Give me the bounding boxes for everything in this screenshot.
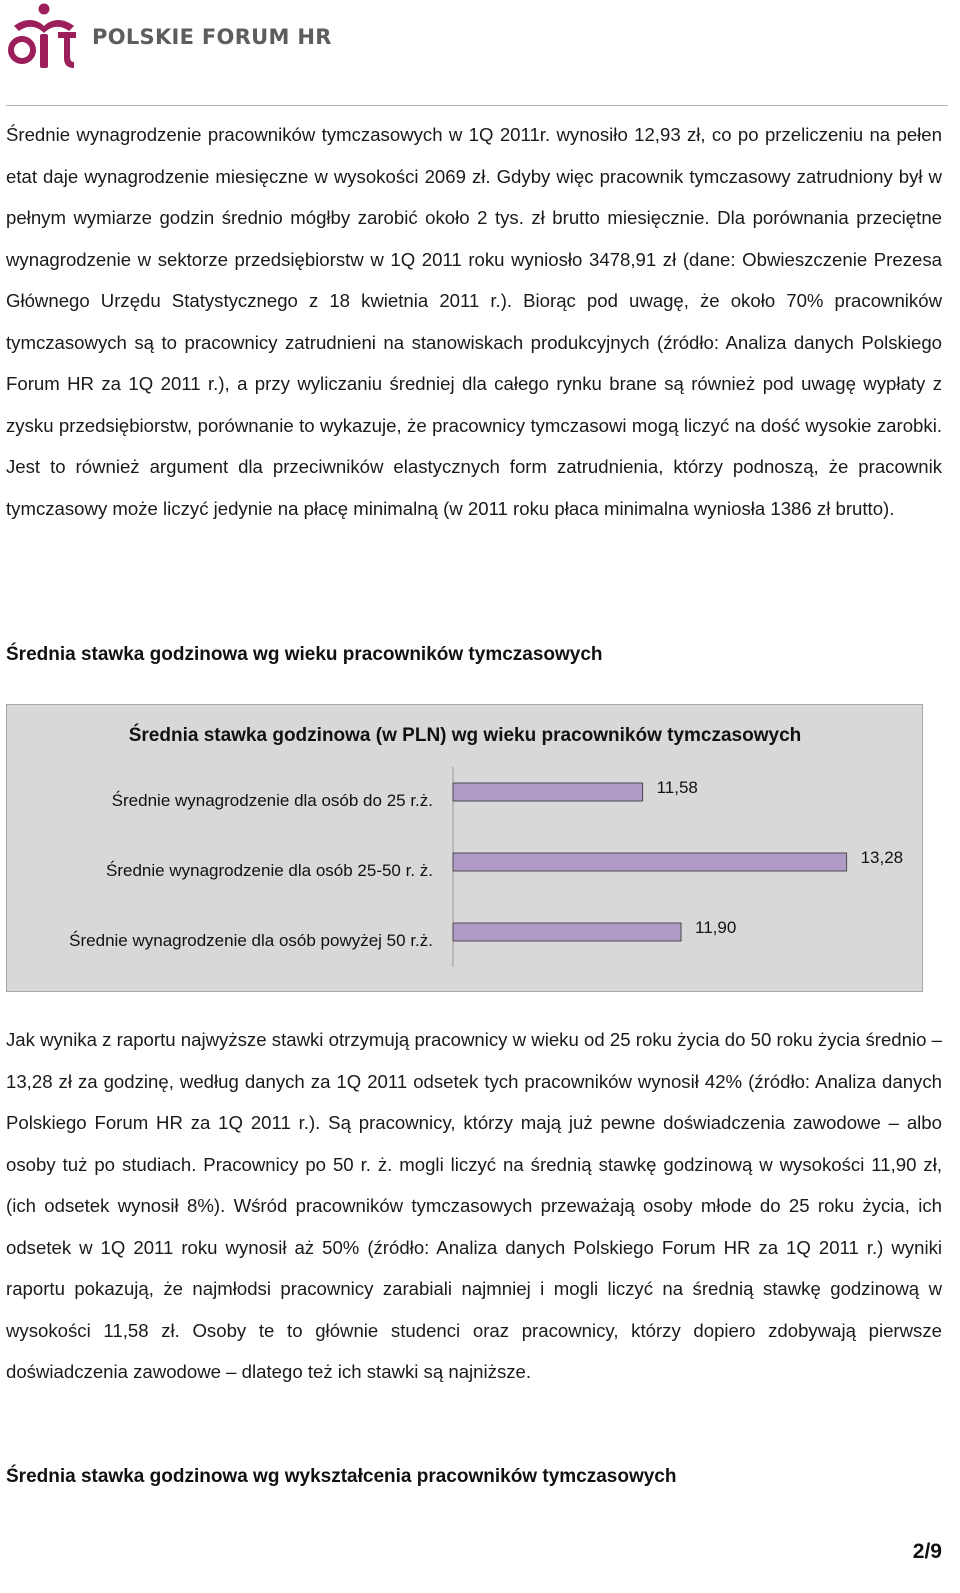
data-label: 13,28	[860, 848, 904, 867]
logo-text: POLSKIE FORUM HR	[92, 25, 332, 49]
chart-title: Średnia stawka godzinowa (w PLN) wg wieku pracowników tymczasowych	[128, 725, 802, 746]
polskie-forum-hr-logo-icon	[6, 2, 82, 72]
section-title-education: Średnia stawka godzinowa wg wykształcenia pracowników tymczasowych	[6, 1466, 677, 1487]
body-paragraph-1: Średnie wynagrodzenie pracowników tymczasowych w 1Q 2011r. wynosiło 12,93 zł, co po przeliczeniu na pełen etat daje wynagrodzenie miesięczne w wysokości 2069 zł. Gdyby więc pracownik tymczasowy zatrudniony był w pełnym wymiarze godzin średnio mógłby zarobić około 2 tys. zł brutto miesięcznie. Dla porównania przeciętne wynagrodzenie w sektorze przedsiębiorstw w 1Q 2011 roku wyniosło 3478,91 zł (dane: Obwieszczenie Prezesa Głównego Urzędu Statystycznego z 18 kwietnia 2011 r.). Biorąc pod uwagę, że około 70% pracowników tymczasowych są to pracownicy zatrudnieni na stanowiskach produkcyjnych (źródło: Analiza danych Polskiego Forum HR za 1Q 2011 r.), a przy wyliczaniu średniej dla całego rynku brane są również pod uwagę wypłaty z zysku przedsiębiorstw, porównanie to wykazuje, że pracownicy tymczasowi mogą liczyć na dość wysokie zarobki. Jest to również argument dla przeciwników elastycznych form zatrudnienia, którzy podnoszą, że pracownik tymczasowy może liczyć jedynie na płacę minimalną (w 2011 roku płaca minimalna wyniosła 1386 zł brutto).	[6, 124, 942, 519]
page-header	[6, 2, 332, 72]
bar	[453, 853, 847, 871]
header-divider	[6, 105, 948, 106]
data-label: 11,58	[656, 778, 698, 797]
chart-canvas	[7, 705, 924, 993]
category-label: Średnie wynagrodzenie dla osób powyżej 50 r.ż.	[69, 931, 433, 950]
category-label: Średnie wynagrodzenie dla osób 25-50 r. ż.	[106, 861, 433, 880]
bars-group	[69, 778, 903, 950]
hourly-rate-by-age-chart	[6, 704, 923, 992]
bar	[453, 923, 681, 941]
section-title-age: Średnia stawka godzinowa wg wieku pracowników tymczasowych	[6, 644, 603, 665]
page-number: 2/9	[912, 1540, 942, 1563]
data-label: 11,90	[695, 918, 737, 937]
category-label: Średnie wynagrodzenie dla osób do 25 r.ż.	[111, 791, 433, 810]
body-paragraph-2: Jak wynika z raportu najwyższe stawki otrzymują pracownicy w wieku od 25 roku życia do 50 roku życia średnio – 13,28 zł za godzinę, według danych za 1Q 2011 odsetek tych pracowników wynosił 42% (źródło: Analiza danych Polskiego Forum HR za 1Q 2011 r.). Są pracownicy, którzy mają już pewne doświadczenia zawodowe – albo osoby tuż po studiach. Pracownicy po 50 r. ż. mogli liczyć na średnią stawkę godzinową w wysokości 11,90 zł, (ich odsetek wynosił 8%). Wśród pracowników tymczasowych przeważają osoby młode do 25 roku życia, ich odsetek w 1Q 2011 roku wynosił aż 50% (źródło: Analiza danych Polskiego Forum HR za 1Q 2011 r.) wyniki raportu pokazują, że najmłodsi pracownicy zarabiali najmniej i mogli liczyć na średnią stawkę godzinową w wysokości 11,58 zł. Osoby te to głównie studenci oraz pracownicy, którzy dopiero zdobywają pierwsze doświadczenia zawodowe – dlatego też ich stawki są najniższe.	[6, 1029, 942, 1382]
bar	[453, 783, 643, 801]
